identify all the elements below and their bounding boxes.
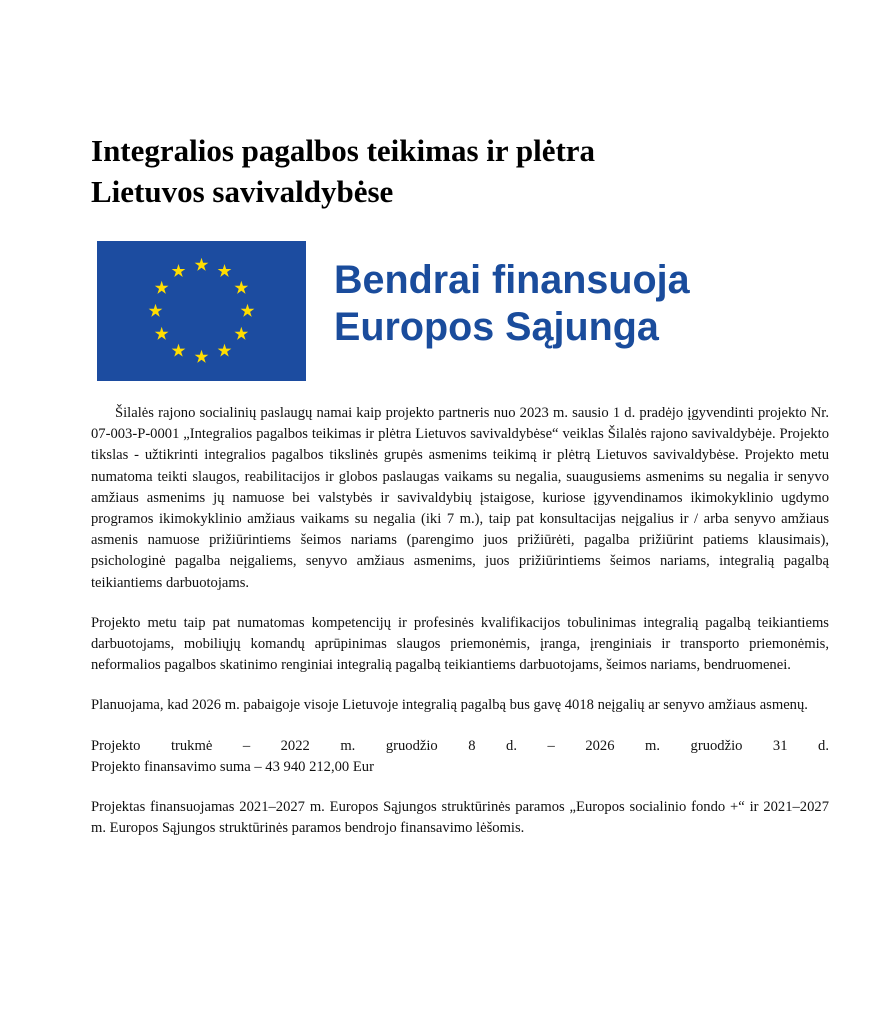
title-line-1: Integralios pagalbos teikimas ir plėtra (91, 133, 596, 168)
eu-cofunding-line-1: Bendrai finansuoja (334, 258, 690, 302)
paragraph-project-description: Šilalės rajono socialinių paslaugų namai kaip projekto partneris nuo 2023 m. sausio 1 d. pradėjo įgyvendinti projekto Nr. 07-003-P-0001 „Integralios pagalbos teikimas ir plėtra Lietuvos savivaldybėse“ veiklas Šilalės rajono savivaldybėje. Projekto tikslas - užtikrinti integralios pagalbos tikslinės grupės asmenims teikimą ir plėtrą Lietuvos savivaldybėse. Projekto metu numatoma teikti slaugos, reabilitacijos ir globos paslaugas vaikams su negalia, suaugusiems asmenims su negalia ir senyvo amžiaus asmenims jų namuose bei valstybės ir savivaldybių įstaigose, kuriose įgyvendinamos ikimokyklinio ugdymo programos ikimokyklinio amžiaus vaikams su negalia (iki 7 m.), taip pat konsultacijas neįgalius ir / arba senyvo amžiaus asmenis namuose prižiūrintiems šeimos nariams (parengimo juos prižiūrėti, pagalba prižiūrint patiems klausimais), psichologinė pagalba neįgaliems, senyvo amžiaus asmenims, juos prižiūrintiems šeimos nariams, integralią pagalbą teikiantiems darbuotojams. (91, 405, 829, 591)
eu-flag (97, 241, 306, 381)
paragraph-project-duration-funding (91, 736, 829, 778)
paragraph-project-activities: Projekto metu taip pat numatomas kompetencijų ir profesinės kvalifikacijos tobulinimas integralią pagalbą teikiantiems darbuotojams, mobiliųjų komandų aprūpinimas slaugos priemonėmis, įranga, įrenginiais ir transporto priemonėmis, neformalios pagalbos skatinimo renginiai integralią pagalbą teikiantiems darbuotojams, šeimos nariams, bendruomenei. (91, 614, 829, 674)
title-line-2: Lietuvos savivaldybėse (91, 174, 394, 209)
project-duration: Projekto trukmė – 2022 m. gruodžio 8 d. – 2026 m. gruodžio 31 d. (91, 737, 829, 754)
paragraph-expected-results: Planuojama, kad 2026 m. pabaigoje visoje Lietuvoje integralią pagalbą bus gavę 4018 neįgalių ar senyvo amžiaus asmenų. (91, 697, 808, 714)
eu-cofunding-line-2: Europos Sąjunga (334, 305, 659, 349)
paragraph-funding-source: Projektas finansuojamas 2021–2027 m. Europos Sąjungos struktūrinės paramos „Europos socialinio fondo +“ ir 2021–2027 m. Europos Sąjungos struktūrinės paramos bendrojo finansavimo lėšomis. (91, 799, 829, 837)
page-title (91, 130, 791, 212)
document-body (91, 403, 829, 858)
eu-cofunding-label (334, 257, 854, 351)
project-funding-amount: Projekto finansavimo suma – 43 940 212,00 Eur (91, 758, 374, 775)
eu-flag-stars (97, 241, 306, 381)
